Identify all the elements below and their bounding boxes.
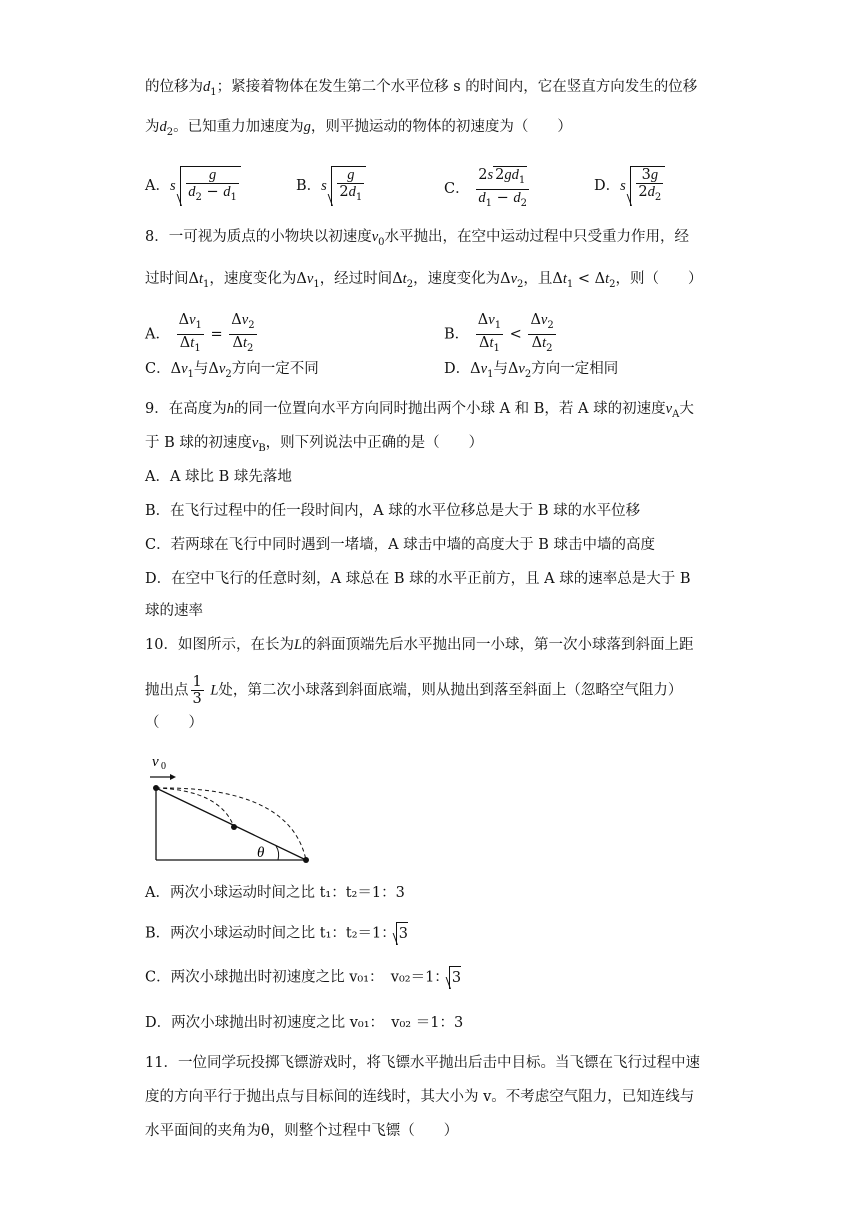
- theta-label: θ: [257, 845, 265, 861]
- sqrt-three: 3: [449, 966, 461, 989]
- q8-text: ，速度变化为: [413, 271, 501, 287]
- option-label: A．: [145, 177, 170, 194]
- q8-text: ，且: [523, 271, 553, 287]
- q8-option-c: C．$\Delta v_1$与$\Delta v_2$方向一定不同: [145, 361, 319, 380]
- q10-option-d: D．两次小球抛出时初速度之比 v₀₁： v₀₂ ＝1：3: [145, 1015, 464, 1031]
- q9-text: 9．在高度为: [145, 401, 227, 417]
- q7-text: ；紧接着物体在发生第二个水平位移 s 的时间内，它在竖直方向发生的位移: [216, 79, 698, 95]
- q7-text: 。已知重力加速度为: [173, 119, 304, 135]
- v0-label: v: [152, 754, 159, 770]
- incline-slope: [156, 788, 306, 860]
- q10-line2: 抛出点 $\frac{1}{3}$ L处，第二次小球落到斜面底端，则从抛出到落至斜面上（忽略空气阻力）: [145, 674, 683, 707]
- q9-option-b: B．在飞行过程中的任一段时间内，A 球的水平位移总是大于 B 球的水平位移: [145, 503, 641, 519]
- q8-text: 过时间: [145, 271, 189, 287]
- q7-option-c: C． $\frac{2s 2gd_1}{d_1 - d_2}$: [444, 166, 531, 212]
- q9-text: 大: [679, 401, 694, 417]
- q10-line1: 10．如图所示，在长为L的斜面顶端先后水平抛出同一小球，第一次小球落到斜面上距: [145, 637, 694, 653]
- q7-text: 的位移为: [145, 79, 203, 95]
- q10-option-b: [145, 922, 408, 945]
- q8-text: 水平抛出，在空中运动过程中只受重力作用，经: [384, 229, 690, 245]
- q9-text: 的同一位置向水平方向同时抛出两个小球 A 和 B，若 A 球的初速度: [233, 401, 666, 417]
- q8-text: 8．一可视为质点的小物块以初速度: [145, 229, 372, 245]
- q8-text: 与: [493, 361, 508, 377]
- q10-text: 10．如图所示，在长为: [145, 637, 294, 653]
- option-label: C．: [444, 180, 470, 197]
- q8-option-d: D．$\Delta v_1$与$\Delta v_2$方向一定相同: [444, 361, 619, 380]
- q7-option-b: B．s $\frac{g}{2d_1}$: [296, 166, 366, 206]
- option-label: D．: [594, 177, 621, 194]
- q11-line2: 度的方向平行于抛出点与目标间的连线时，其大小为 v。不考虑空气阻力，已知连线与: [145, 1089, 695, 1105]
- q7-line2: 为$d_2$。已知重力加速度为g，则平抛运动的物体的初速度为（ ）: [145, 119, 572, 138]
- option-label: D．: [444, 361, 471, 377]
- option-label: B．: [444, 326, 470, 343]
- q9-option-a: A．A 球比 B 球先落地: [145, 469, 292, 485]
- q10-option-c: [145, 966, 461, 989]
- option-label: A．: [145, 326, 170, 343]
- q10-text: B．两次小球运动时间之比 t₁：t₂＝1：: [145, 925, 396, 942]
- landing-point-2: [303, 857, 309, 863]
- landing-point-1: [231, 824, 237, 830]
- q8-text: ，则（ ）: [615, 271, 703, 287]
- q9-option-d-line1: D．在空中飞行的任意时刻，A 球总在 B 球的水平正前方，且 A 球的速率总是大于 B: [145, 571, 691, 587]
- option-label: C．: [145, 361, 171, 377]
- q7-option-d: D．s $\frac{3g}{2d_2}$: [594, 166, 665, 206]
- incline-projectile-figure: [140, 748, 320, 870]
- v0-arrowhead: [170, 774, 176, 780]
- sqrt-three: 3: [396, 922, 408, 945]
- q11-line1: 11．一位同学玩投掷飞镖游戏时，将飞镖水平抛出后击中目标。当飞镖在飞行过程中速: [145, 1055, 700, 1071]
- q10-text: C．两次小球抛出时初速度之比 v₀₁： v₀₂＝1：: [145, 969, 449, 986]
- launch-point: [153, 785, 159, 791]
- q7-text: ，则平抛运动的物体的初速度为（ ）: [310, 119, 572, 135]
- q7-text: 为: [145, 119, 160, 135]
- q8-option-a: A． $\frac{\Delta v_1}{\Delta t_1}$ = $\frac{\Delta v_2}{\Delta t_2}$: [145, 312, 255, 354]
- q10-text: 的斜面顶端先后水平抛出同一小球，第一次小球落到斜面上距: [302, 637, 694, 653]
- q7-option-a: A．s $\frac{g}{d_2 - d_1}$: [145, 166, 241, 206]
- angle-arc: [276, 846, 279, 860]
- q10-text: 处，第二次小球落到斜面底端，则从抛出到落至斜面上（忽略空气阻力）: [218, 682, 683, 699]
- q10-option-a: A．两次小球运动时间之比 t₁：t₂＝1：3: [145, 885, 405, 901]
- q8-text: 与: [193, 361, 209, 377]
- q9-text: ，则下列说法中正确的是（ ）: [265, 435, 484, 451]
- q9-line2: 于 B 球的初速度$v_B$，则下列说法中正确的是（ ）: [145, 435, 484, 454]
- q9-text: 于 B 球的初速度: [145, 435, 252, 451]
- q11-line3: 水平面间的夹角为θ，则整个过程中飞镖（ ）: [145, 1123, 459, 1139]
- q8-option-b: B． $\frac{\Delta v_1}{\Delta t_1}$ < $\frac{\Delta v_2}{\Delta t_2}$: [444, 312, 554, 354]
- q8-text: 方向一定相同: [531, 361, 619, 377]
- q8-text: ，经过时间: [319, 271, 393, 287]
- q8-text: 方向一定不同: [231, 361, 319, 377]
- q10-line3: （ ）: [145, 715, 203, 731]
- option-label: B．: [296, 177, 322, 194]
- q9-option-d-line2: 球的速率: [145, 603, 203, 619]
- q10-text: 抛出点: [145, 682, 189, 699]
- v0-subscript: 0: [161, 761, 166, 772]
- q7-line1: 的位移为$d_1$；紧接着物体在发生第二个水平位移 s 的时间内，它在竖直方向发生的位移: [145, 79, 698, 98]
- q9-option-c: C．若两球在飞行中同时遇到一堵墙，A 球击中墙的高度大于 B 球击中墙的高度: [145, 537, 656, 553]
- q8-line1: 8．一可视为质点的小物块以初速度$v_0$水平抛出，在空中运动过程中只受重力作用，经: [145, 229, 690, 248]
- q8-text: ，速度变化为: [209, 271, 297, 287]
- q9-line1: 9．在高度为h的同一位置向水平方向同时抛出两个小球 A 和 B，若 A 球的初速度$v_A$大: [145, 401, 694, 420]
- q8-line2: 过时间$\Delta t_1$，速度变化为$\Delta v_1$，经过时间$\Delta t_2$，速度变化为$\Delta v_2$，且$\Delta t_1 < \Delta t_2$，则（ ）: [145, 271, 703, 290]
